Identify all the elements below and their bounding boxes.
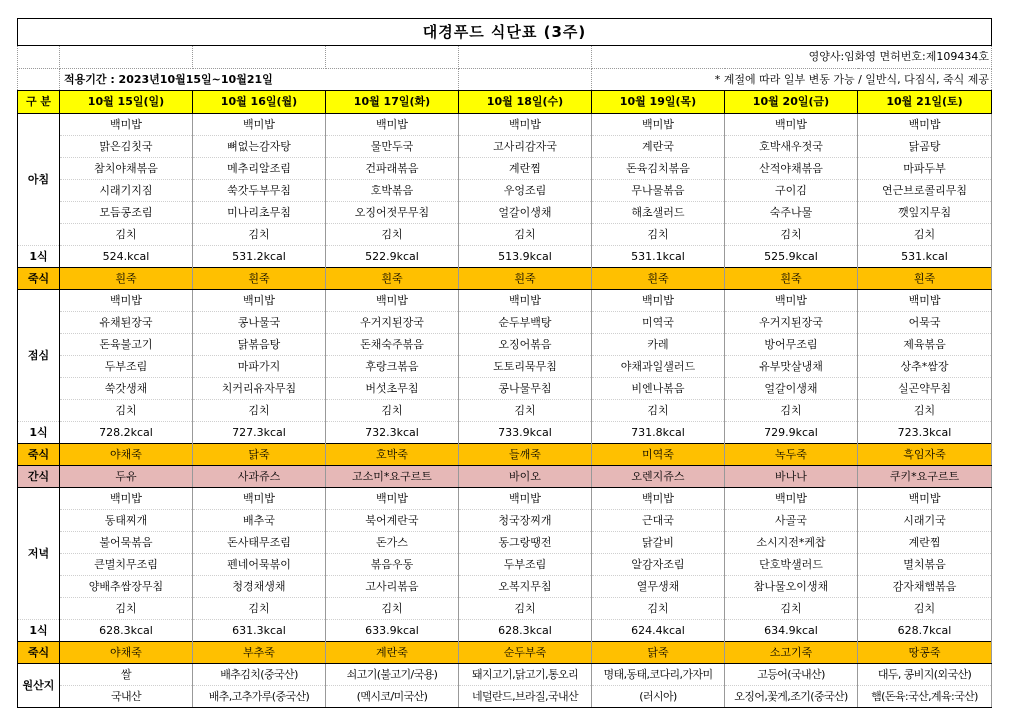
menu-item: 모듬콩조림	[60, 202, 193, 224]
menu-item: 오복지무침	[459, 576, 592, 598]
menu-item: 연근브로콜리무침	[858, 180, 992, 202]
menu-item: 알감자조림	[592, 554, 725, 576]
menu-item: 얼갈이생채	[459, 202, 592, 224]
origin-item: 대두, 콩비지(외국산)	[858, 664, 992, 686]
origin-item: (멕시코/미국산)	[326, 686, 459, 708]
menu-item: 김치	[725, 224, 858, 246]
menu-item: 계란국	[592, 136, 725, 158]
menu-item: 비엔나볶음	[592, 378, 725, 400]
porridge-item: 계란죽	[326, 642, 459, 664]
menu-item: 백미밥	[60, 290, 193, 312]
notice-text: * 계절에 따라 일부 변동 가능 / 일반식, 다짐식, 죽식 제공	[592, 69, 992, 91]
porridge-item: 소고기죽	[725, 642, 858, 664]
serving-label: 1식	[18, 620, 60, 642]
meal-plan-table	[17, 18, 992, 708]
menu-item: 백미밥	[725, 114, 858, 136]
menu-item: 동태찌개	[60, 510, 193, 532]
page-title: 대경푸드 식단표 (3주)	[18, 19, 992, 46]
menu-item: 마파두부	[858, 158, 992, 180]
menu-item: 김치	[858, 224, 992, 246]
menu-item: 닭갈비	[592, 532, 725, 554]
menu-item: 김치	[60, 598, 193, 620]
porridge-item: 녹두죽	[725, 444, 858, 466]
menu-item: 치커리유자무침	[193, 378, 326, 400]
menu-item: 김치	[326, 400, 459, 422]
porridge-item: 흰죽	[725, 268, 858, 290]
menu-item: 김치	[592, 224, 725, 246]
menu-item: 오징어젓무무침	[326, 202, 459, 224]
menu-item: 백미밥	[193, 290, 326, 312]
menu-item: 멸치볶음	[858, 554, 992, 576]
menu-item: 호박새우젓국	[725, 136, 858, 158]
menu-item: 방어무조림	[725, 334, 858, 356]
menu-item: 참치야채볶음	[60, 158, 193, 180]
kcal-value: 727.3kcal	[193, 422, 326, 444]
porridge-item: 흰죽	[326, 268, 459, 290]
menu-item: 김치	[459, 598, 592, 620]
menu-item: 건파래볶음	[326, 158, 459, 180]
porridge-item: 흰죽	[60, 268, 193, 290]
menu-item: 김치	[60, 400, 193, 422]
menu-item: 김치	[60, 224, 193, 246]
origin-item: 돼지고기,닭고기,통오리	[459, 664, 592, 686]
origin-item: 쇠고기(불고기/국용)	[326, 664, 459, 686]
origin-item: 쌀	[60, 664, 193, 686]
menu-item: 펜네어묵볶이	[193, 554, 326, 576]
porridge-item: 흑임자죽	[858, 444, 992, 466]
menu-item: 뼈없는감자탕	[193, 136, 326, 158]
kcal-value: 525.9kcal	[725, 246, 858, 268]
kcal-value: 522.9kcal	[326, 246, 459, 268]
snack-label: 간식	[18, 466, 60, 488]
kcal-value: 524.kcal	[60, 246, 193, 268]
menu-item: 소시지전*케찹	[725, 532, 858, 554]
porridge-label: 죽식	[18, 444, 60, 466]
snack-item: 사과쥬스	[193, 466, 326, 488]
snack-item: 바이오	[459, 466, 592, 488]
menu-item: 마파가지	[193, 356, 326, 378]
porridge-label: 죽식	[18, 642, 60, 664]
menu-item: 김치	[459, 400, 592, 422]
kcal-value: 531.2kcal	[193, 246, 326, 268]
menu-row	[18, 312, 992, 334]
menu-item: 호박볶음	[326, 180, 459, 202]
menu-row	[18, 158, 992, 180]
menu-item: 우엉조림	[459, 180, 592, 202]
porridge-row	[18, 642, 992, 664]
menu-item: 백미밥	[326, 488, 459, 510]
menu-item: 배추국	[193, 510, 326, 532]
menu-item: 백미밥	[459, 488, 592, 510]
menu-item: 유부맛살냉채	[725, 356, 858, 378]
menu-item: 김치	[592, 598, 725, 620]
menu-item: 쑥갓생채	[60, 378, 193, 400]
menu-item: 백미밥	[725, 488, 858, 510]
menu-item: 돈육불고기	[60, 334, 193, 356]
day-header: 10월 17일(화)	[326, 91, 459, 114]
origin-row	[18, 664, 992, 686]
day-header: 10월 15일(일)	[60, 91, 193, 114]
menu-item: 숙주나물	[725, 202, 858, 224]
menu-item: 근대국	[592, 510, 725, 532]
menu-item: 제육볶음	[858, 334, 992, 356]
menu-item: 김치	[193, 224, 326, 246]
origin-item: 오징어,꽃게,조기(중국산)	[725, 686, 858, 708]
menu-item: 백미밥	[858, 114, 992, 136]
origin-item: 명태,동태,코다리,가자미	[592, 664, 725, 686]
menu-item: 미역국	[592, 312, 725, 334]
snack-item: 고소미*요구르트	[326, 466, 459, 488]
origin-item: 배추김치(중국산)	[193, 664, 326, 686]
menu-row	[18, 202, 992, 224]
menu-item: 물만두국	[326, 136, 459, 158]
lunch-label: 점심	[18, 290, 60, 422]
menu-item: 닭볶음탕	[193, 334, 326, 356]
menu-item: 고사리볶음	[326, 576, 459, 598]
origin-item: 국내산	[60, 686, 193, 708]
menu-row	[18, 356, 992, 378]
menu-item: 메추리알조림	[193, 158, 326, 180]
serving-label: 1식	[18, 246, 60, 268]
menu-item: 백미밥	[459, 290, 592, 312]
menu-item: 김치	[725, 400, 858, 422]
menu-item: 해초샐러드	[592, 202, 725, 224]
snack-item: 두유	[60, 466, 193, 488]
menu-item: 백미밥	[725, 290, 858, 312]
kcal-value: 631.3kcal	[193, 620, 326, 642]
porridge-item: 흰죽	[459, 268, 592, 290]
kcal-value: 531.kcal	[858, 246, 992, 268]
menu-item: 무나물볶음	[592, 180, 725, 202]
kcal-value: 531.1kcal	[592, 246, 725, 268]
menu-item: 백미밥	[592, 114, 725, 136]
porridge-item: 닭죽	[193, 444, 326, 466]
porridge-item: 부추죽	[193, 642, 326, 664]
menu-item: 양배추쌈장무침	[60, 576, 193, 598]
menu-item: 백미밥	[858, 290, 992, 312]
menu-row	[18, 180, 992, 202]
breakfast-label: 아침	[18, 114, 60, 246]
menu-item: 참나물오이생채	[725, 576, 858, 598]
day-header: 10월 16일(월)	[193, 91, 326, 114]
porridge-item: 닭죽	[592, 642, 725, 664]
menu-item: 청국장찌개	[459, 510, 592, 532]
menu-item: 쑥갓두부무침	[193, 180, 326, 202]
menu-item: 동그랑땡전	[459, 532, 592, 554]
kcal-value: 729.9kcal	[725, 422, 858, 444]
menu-item: 도토리묵무침	[459, 356, 592, 378]
menu-item: 오징어볶음	[459, 334, 592, 356]
kcal-value: 634.9kcal	[725, 620, 858, 642]
menu-item: 버섯초무침	[326, 378, 459, 400]
menu-item: 구이김	[725, 180, 858, 202]
menu-item: 북어계란국	[326, 510, 459, 532]
menu-item: 시래기지짐	[60, 180, 193, 202]
menu-item: 돈사태무조림	[193, 532, 326, 554]
kcal-row	[18, 422, 992, 444]
menu-item: 돈채숙주볶음	[326, 334, 459, 356]
kcal-value: 731.8kcal	[592, 422, 725, 444]
snack-item: 쿠키*요구르트	[858, 466, 992, 488]
menu-item: 사골국	[725, 510, 858, 532]
porridge-row	[18, 444, 992, 466]
menu-item: 김치	[193, 400, 326, 422]
snack-item: 바나나	[725, 466, 858, 488]
menu-item: 두부조림	[60, 356, 193, 378]
kcal-value: 728.2kcal	[60, 422, 193, 444]
kcal-value: 628.3kcal	[459, 620, 592, 642]
menu-item: 후랑크볶음	[326, 356, 459, 378]
period-text: 적용기간 : 2023년10월15일~10월21일	[60, 69, 459, 91]
kcal-value: 633.9kcal	[326, 620, 459, 642]
menu-item: 우거지된장국	[326, 312, 459, 334]
menu-item: 시래기국	[858, 510, 992, 532]
menu-item: 백미밥	[592, 290, 725, 312]
porridge-item: 야채죽	[60, 642, 193, 664]
serving-label: 1식	[18, 422, 60, 444]
menu-item: 불어묵볶음	[60, 532, 193, 554]
kcal-value: 628.3kcal	[60, 620, 193, 642]
porridge-item: 미역죽	[592, 444, 725, 466]
menu-item: 우거지된장국	[725, 312, 858, 334]
menu-row	[18, 488, 992, 510]
menu-item: 카레	[592, 334, 725, 356]
menu-item: 돈가스	[326, 532, 459, 554]
porridge-item: 흰죽	[858, 268, 992, 290]
menu-item: 김치	[725, 598, 858, 620]
menu-item: 백미밥	[326, 290, 459, 312]
snack-item: 오렌지쥬스	[592, 466, 725, 488]
menu-item: 큰멸치무조림	[60, 554, 193, 576]
porridge-item: 호박죽	[326, 444, 459, 466]
porridge-item: 들깨죽	[459, 444, 592, 466]
origin-item: 햄(돈육:국산,계육:국산)	[858, 686, 992, 708]
menu-item: 김치	[858, 598, 992, 620]
menu-row	[18, 532, 992, 554]
menu-item: 김치	[459, 224, 592, 246]
kcal-value: 733.9kcal	[459, 422, 592, 444]
menu-item: 백미밥	[60, 488, 193, 510]
menu-row	[18, 554, 992, 576]
dinner-label: 저녁	[18, 488, 60, 620]
menu-item: 콩나물국	[193, 312, 326, 334]
menu-row	[18, 114, 992, 136]
menu-item: 어묵국	[858, 312, 992, 334]
porridge-item: 순두부죽	[459, 642, 592, 664]
menu-item: 김치	[326, 598, 459, 620]
day-header: 10월 19일(목)	[592, 91, 725, 114]
porridge-label: 죽식	[18, 268, 60, 290]
menu-item: 산적야채볶음	[725, 158, 858, 180]
menu-row	[18, 510, 992, 532]
menu-item: 미나리초무침	[193, 202, 326, 224]
menu-item: 콩나물무침	[459, 378, 592, 400]
origin-item: 배추,고추가루(중국산)	[193, 686, 326, 708]
origin-item: 고등어(국내산)	[725, 664, 858, 686]
porridge-item: 흰죽	[193, 268, 326, 290]
menu-row	[18, 598, 992, 620]
menu-row	[18, 334, 992, 356]
menu-item: 야채과일샐러드	[592, 356, 725, 378]
menu-row	[18, 290, 992, 312]
menu-item: 감자채햄볶음	[858, 576, 992, 598]
porridge-item: 야채죽	[60, 444, 193, 466]
kcal-value: 513.9kcal	[459, 246, 592, 268]
menu-item: 고사리감자국	[459, 136, 592, 158]
menu-item: 백미밥	[193, 114, 326, 136]
menu-item: 닭곰탕	[858, 136, 992, 158]
kcal-row	[18, 246, 992, 268]
menu-item: 계란찜	[459, 158, 592, 180]
menu-item: 돈육김치볶음	[592, 158, 725, 180]
porridge-item: 땅콩죽	[858, 642, 992, 664]
menu-item: 순두부백탕	[459, 312, 592, 334]
menu-item: 청경채생채	[193, 576, 326, 598]
menu-item: 맑은김칫국	[60, 136, 193, 158]
menu-row	[18, 378, 992, 400]
porridge-row	[18, 268, 992, 290]
kcal-row	[18, 620, 992, 642]
menu-item: 김치	[858, 400, 992, 422]
header-label: 구 분	[18, 91, 60, 114]
porridge-item: 흰죽	[592, 268, 725, 290]
origin-item: (러시아)	[592, 686, 725, 708]
snack-row	[18, 466, 992, 488]
menu-item: 백미밥	[592, 488, 725, 510]
menu-item: 열무생채	[592, 576, 725, 598]
origin-item: 네덜란드,브라질,국내산	[459, 686, 592, 708]
menu-item: 김치	[193, 598, 326, 620]
kcal-value: 624.4kcal	[592, 620, 725, 642]
menu-row	[18, 224, 992, 246]
menu-item: 실곤약무침	[858, 378, 992, 400]
menu-item: 백미밥	[459, 114, 592, 136]
origin-label: 원산지	[18, 664, 60, 708]
menu-item: 백미밥	[858, 488, 992, 510]
day-header: 10월 18일(수)	[459, 91, 592, 114]
menu-item: 단호박샐러드	[725, 554, 858, 576]
menu-item: 김치	[592, 400, 725, 422]
menu-item: 김치	[326, 224, 459, 246]
kcal-value: 723.3kcal	[858, 422, 992, 444]
menu-row	[18, 136, 992, 158]
menu-item: 백미밥	[326, 114, 459, 136]
menu-item: 볶음우동	[326, 554, 459, 576]
menu-row	[18, 400, 992, 422]
menu-row	[18, 576, 992, 598]
kcal-value: 732.3kcal	[326, 422, 459, 444]
menu-item: 상추*쌈장	[858, 356, 992, 378]
day-header: 10월 20일(금)	[725, 91, 858, 114]
menu-item: 깻잎지무침	[858, 202, 992, 224]
dietitian-info: 영양사:임화영 면허번호:제109434호	[592, 46, 992, 69]
day-header: 10월 21일(토)	[858, 91, 992, 114]
menu-item: 얼갈이생채	[725, 378, 858, 400]
menu-item: 두부조림	[459, 554, 592, 576]
kcal-value: 628.7kcal	[858, 620, 992, 642]
menu-item: 백미밥	[60, 114, 193, 136]
menu-item: 유채된장국	[60, 312, 193, 334]
origin-row	[18, 686, 992, 708]
menu-item: 계란찜	[858, 532, 992, 554]
menu-item: 백미밥	[193, 488, 326, 510]
